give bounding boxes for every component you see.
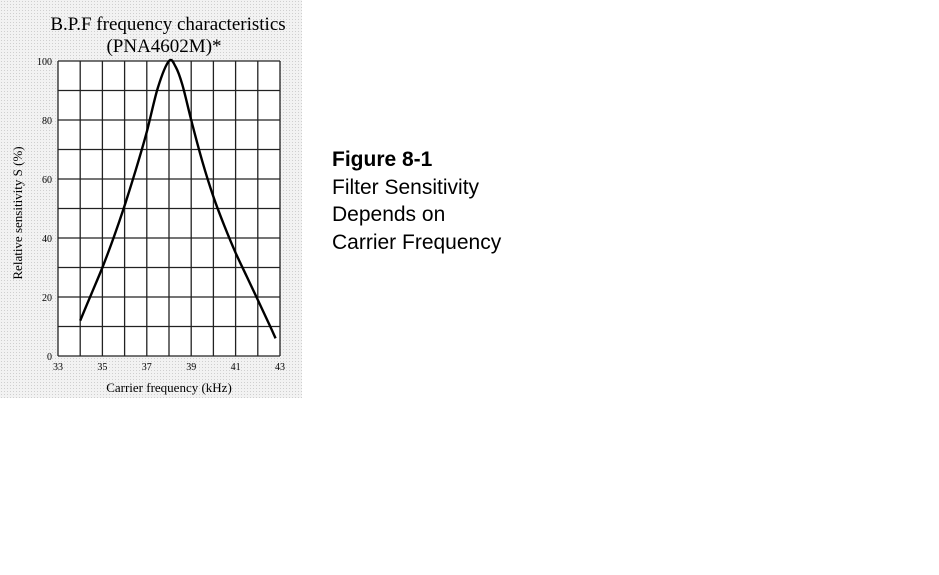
x-tick-label: 39 xyxy=(186,362,197,373)
figure-label: Figure 8-1 xyxy=(332,148,433,171)
y-tick-label: 80 xyxy=(42,116,52,127)
y-axis-label: Relative sensitivity S (%) xyxy=(10,146,25,280)
y-tick-label: 0 xyxy=(47,352,52,363)
chart-title: B.P.F frequency characteristics xyxy=(50,14,286,35)
y-tick-label: 40 xyxy=(42,234,52,245)
grid xyxy=(58,61,280,356)
caption-line-1: Filter Sensitivity xyxy=(332,175,480,199)
x-tick-label: 41 xyxy=(230,362,241,373)
x-tick-label: 35 xyxy=(97,362,108,373)
y-tick-label: 20 xyxy=(42,293,52,304)
x-axis-label: Carrier frequency (kHz) xyxy=(106,380,232,395)
chart-subtitle: (PNA4602M)* xyxy=(106,36,222,57)
chart-panel xyxy=(0,0,302,398)
x-tick-label: 37 xyxy=(141,362,152,373)
y-tick-label: 60 xyxy=(42,175,52,186)
y-tick-label: 100 xyxy=(37,57,52,68)
caption-line-3: Carrier Frequency xyxy=(332,230,502,254)
x-tick-label: 43 xyxy=(275,362,285,373)
x-tick-label: 33 xyxy=(53,362,63,373)
figure-caption xyxy=(332,146,501,256)
sensitivity-chart xyxy=(0,0,302,398)
caption-line-2: Depends on xyxy=(332,203,446,226)
